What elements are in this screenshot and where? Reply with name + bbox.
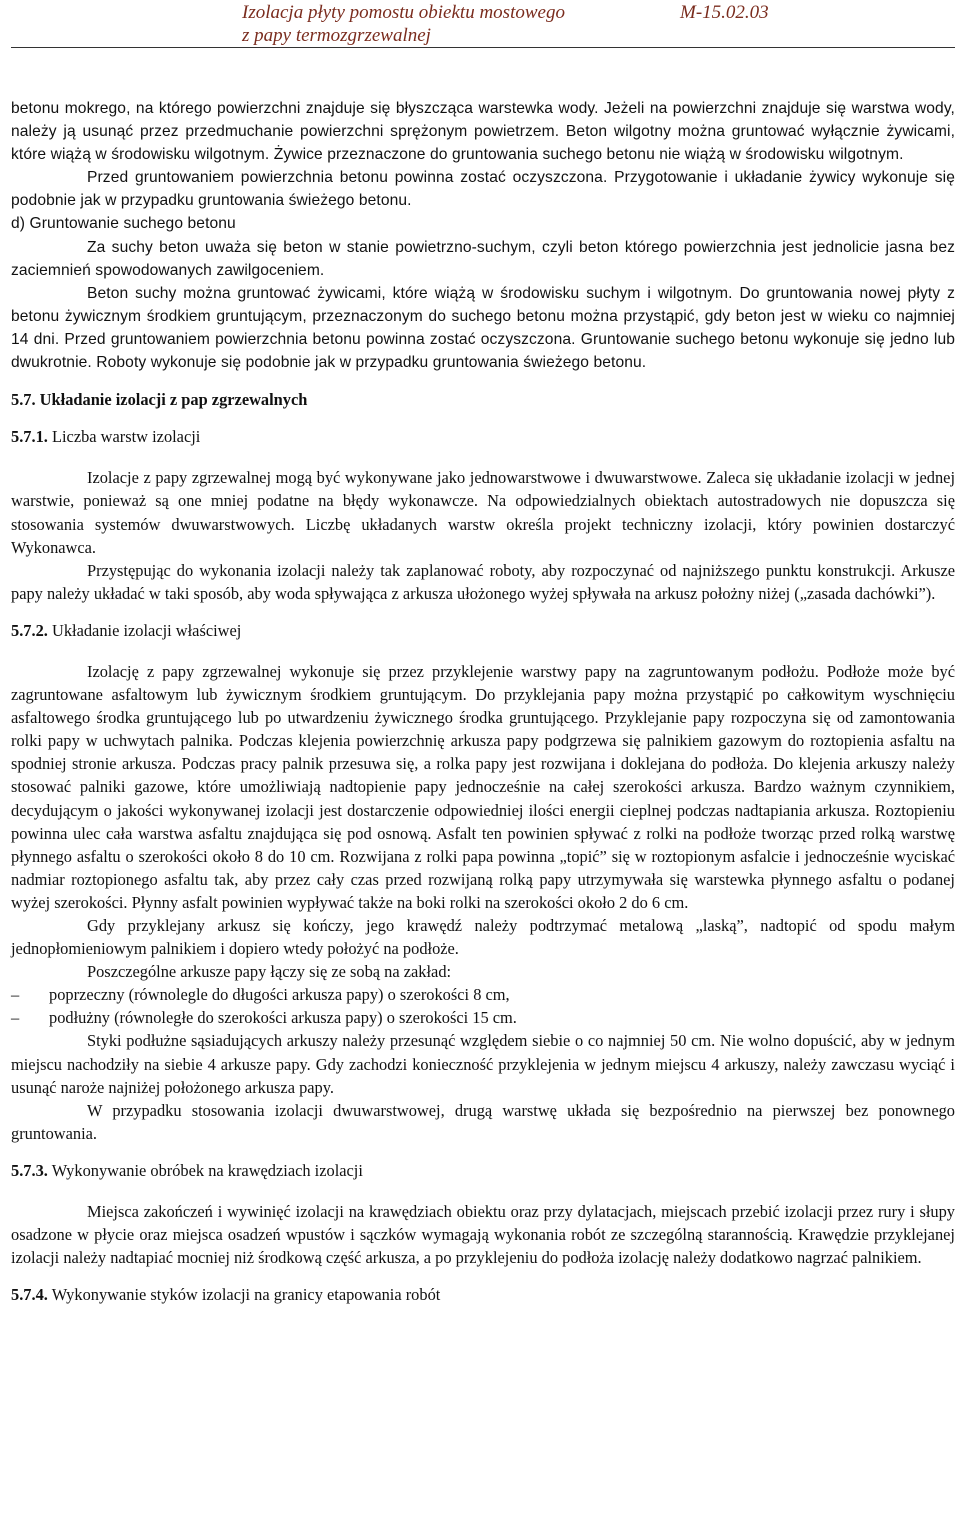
section-heading-5-7-1 bbox=[11, 425, 955, 448]
paragraph: Izolacje z papy zgrzewalnej mogą być wykonywane jako jednowarstwowe i dwuwarstwowe. Zaleca się układanie izolacji w jednej warstwie, ponieważ są one mniej podatne na błędy wykonawcze. Na odpowiedzialnych obiektach autostradowych nie dopuszcza się stosowania systemów dwuwarstwowych. Liczbę układanych warstw określa projekt techniczny izolacji, który powinien dostarczyć Wykonawca. bbox=[11, 468, 955, 557]
list-item-text: poprzeczny (równolegle do długości arkusza papy) o szerokości 8 cm, bbox=[49, 985, 510, 1005]
header-divider bbox=[11, 47, 955, 48]
paragraph: Przed gruntowaniem powierzchnia betonu powinna zostać oczyszczona. Przygotowanie i układanie żywicy wykonuje się podobnie jak w przypadku gruntowania świeżego betonu. bbox=[11, 169, 955, 210]
list-item bbox=[11, 1006, 955, 1029]
paragraph: Izolację z papy zgrzewalnej wykonuje się przez przyklejenie warstwy papy na zagruntowanym podłożu. Podłoże może być zagruntowane asfaltowym lub żywicznym środkiem gruntującym. Do przyklejania papy można przystąpić po całkowitym wyschnięciu asfaltowego środka gruntującego lub po utwardzeniu żywicznego środka gruntującego. Przyklejanie papy rozpoczyna się od zamontowania rolki papy w uchwytach palnika. Podczas klejenia powierzchnię arkusza papy podgrzewa się palnikiem gazowym do roztopienia asfaltu na spodniej stronie arkusza. Podczas pracy palnik przesuwa się, a rolka papy jest rozwijana i doklejana do podłoża. Do klejenia arkuszy należy stosować palniki gazowe, które umożliwiają nadtopienie papy jednocześnie na całej szerokości arkusza. Bardzo ważnym czynnikiem, decydującym o jakości wykonywanej izolacji jest dostarczenie odpowiedniej ilości energii cieplnej podczas nadtapiania arkusza. Roztopieniu powinna ulec cała warstwa asfaltu znajdująca się pod osnową. Asfalt ten powinien spływać z rolki na podłoże tworząc przed rolką warstwę płynnego asfaltu o szerokości około 8 do 10 cm. Rozwijana z rolki papa powinna „topić” się w roztopionym asfalcie i jednocześnie wyciskać nadmiar roztopionego asfaltu tak, aby przez cały czas przed rozwijaną rolką papy utrzymywała się warstewka płynnego asfaltu o podanej wyżej szerokości. Płynny asfalt powinien wypływać także na boki rolki na szerokości około 2 do 6 cm. bbox=[11, 661, 955, 912]
header-title: Izolacja płyty pomostu obiektu mostowego bbox=[242, 2, 565, 23]
section-heading-5-7-3 bbox=[11, 1159, 955, 1182]
section-number: 5.7.1. bbox=[11, 427, 48, 447]
list-item bbox=[11, 983, 955, 1006]
section-heading-5-7-2 bbox=[11, 619, 955, 642]
section-title: Liczba warstw izolacji bbox=[47, 427, 201, 447]
paragraph: W przypadku stosowania izolacji dwuwarstwowej, drugą warstwę układa się bezpośrednio na pierwszej bez ponownego gruntowania. bbox=[11, 1100, 955, 1143]
paragraph: Styki podłużne sąsiadujących arkuszy należy przesunąć względem siebie o co najmniej 50 cm. Nie wolno dopuścić, aby w jednym miejscu nachodziły na siebie 4 arkusze papy. Gdy zachodzi konieczność przyklejenia w jednym miejscu 4 arkuszy, należy zawczasu wyciąć i usunąć naroże najniżej położonego arkusza papy. bbox=[11, 1031, 955, 1097]
section-heading-5-7-4 bbox=[11, 1283, 955, 1306]
section-number: 5.7.2. bbox=[11, 620, 48, 640]
paragraph: Przystępując do wykonania izolacji należy tak zaplanować roboty, aby rozpoczynać od najniższego punktu konstrukcji. Arkusze papy należy układać w taki sposób, aby woda spływająca z arkusza ułożonego wyżej spływała na arkusz położny niżej („zasada dachówki”). bbox=[11, 560, 955, 603]
section-title: Układanie izolacji właściwej bbox=[47, 620, 242, 640]
document-body bbox=[11, 97, 955, 1306]
paragraph: betonu mokrego, na którego powierzchni znajduje się błyszcząca warstewka wody. Jeżeli na powierzchni znajduje się warstwa wody, należy ją usunąć przez przedmuchanie powierzchni sprężonym powietrzem. Beton wilgotny można gruntować wyłącznie żywicami, które wiążą w środowisku wilgotnym. Żywice przeznaczone do gruntowania suchego betonu nie wiążą w środowisku wilgotnym. bbox=[11, 100, 955, 164]
paragraph: Poszczególne arkusze papy łączy się ze sobą na zakład: bbox=[87, 962, 452, 982]
list-dash: – bbox=[11, 1008, 20, 1028]
section-heading-5-7: 5.7. Układanie izolacji z pap zgrzewalnych bbox=[11, 390, 308, 410]
paragraph: Za suchy beton uważa się beton w stanie powietrzno-suchym, czyli beton którego powierzchnia jest jednolicie jasna bez zaciemnień spowodowanych zawilgoceniem. bbox=[11, 238, 955, 279]
section-number: 5.7.4. bbox=[11, 1285, 48, 1305]
page-header bbox=[0, 0, 960, 48]
section-title: Wykonywanie styków izolacji na granicy etapowania robót bbox=[47, 1285, 441, 1305]
list-item-text: podłużny (równoległe do szerokości arkusza papy) o szerokości 15 cm. bbox=[49, 1008, 517, 1028]
section-title: Wykonywanie obróbek na krawędziach izolacji bbox=[47, 1160, 363, 1180]
header-subtitle: z papy termozgrzewalnej bbox=[242, 25, 431, 46]
paragraph: Gdy przyklejany arkusz się kończy, jego krawędź należy podtrzymać metalową „laską”, nadtopić od spodu małym jednopłomieniowym palnikiem i dopiero wtedy położyć na podłoże. bbox=[11, 916, 955, 959]
subheading-dry-concrete: d) Gruntowanie suchego betonu bbox=[11, 215, 236, 233]
paragraph: Beton suchy można gruntować żywicami, które wiążą w środowisku suchym i wilgotnym. Do gruntowania nowej płyty z betonu żywicznym środkiem gruntującym, przeznaczonym do suchego betonu można przystąpić, gdy beton jest w wieku co najmniej 14 dni. Przed gruntowaniem powierzchnia betonu powinna zostać oczyszczona. Gruntowanie suchego betonu wykonuje się jedno lub dwukrotnie. Roboty wykonuje się podobnie jak w przypadku gruntowania świeżego betonu. bbox=[11, 284, 955, 372]
section-number: 5.7.3. bbox=[11, 1160, 48, 1180]
header-spec-code: M-15.02.03 bbox=[680, 2, 769, 23]
paragraph: Miejsca zakończeń i wywinięć izolacji na krawędziach obiektu oraz przy dylatacjach, miejscach przebić izolacji przez rury i słupy osadzone w płycie oraz miejsca osadzeń wpustów i sączków wymagają wykonania robót ze szczególną starannością. Krawędzie przyklejanej izolacji należy nadtapiać mocniej niż środkową część arkusza, a po przyklejeniu do podłoża izolację należy dodatkowo nagrzać palnikiem. bbox=[11, 1202, 955, 1268]
list-dash: – bbox=[11, 985, 20, 1005]
